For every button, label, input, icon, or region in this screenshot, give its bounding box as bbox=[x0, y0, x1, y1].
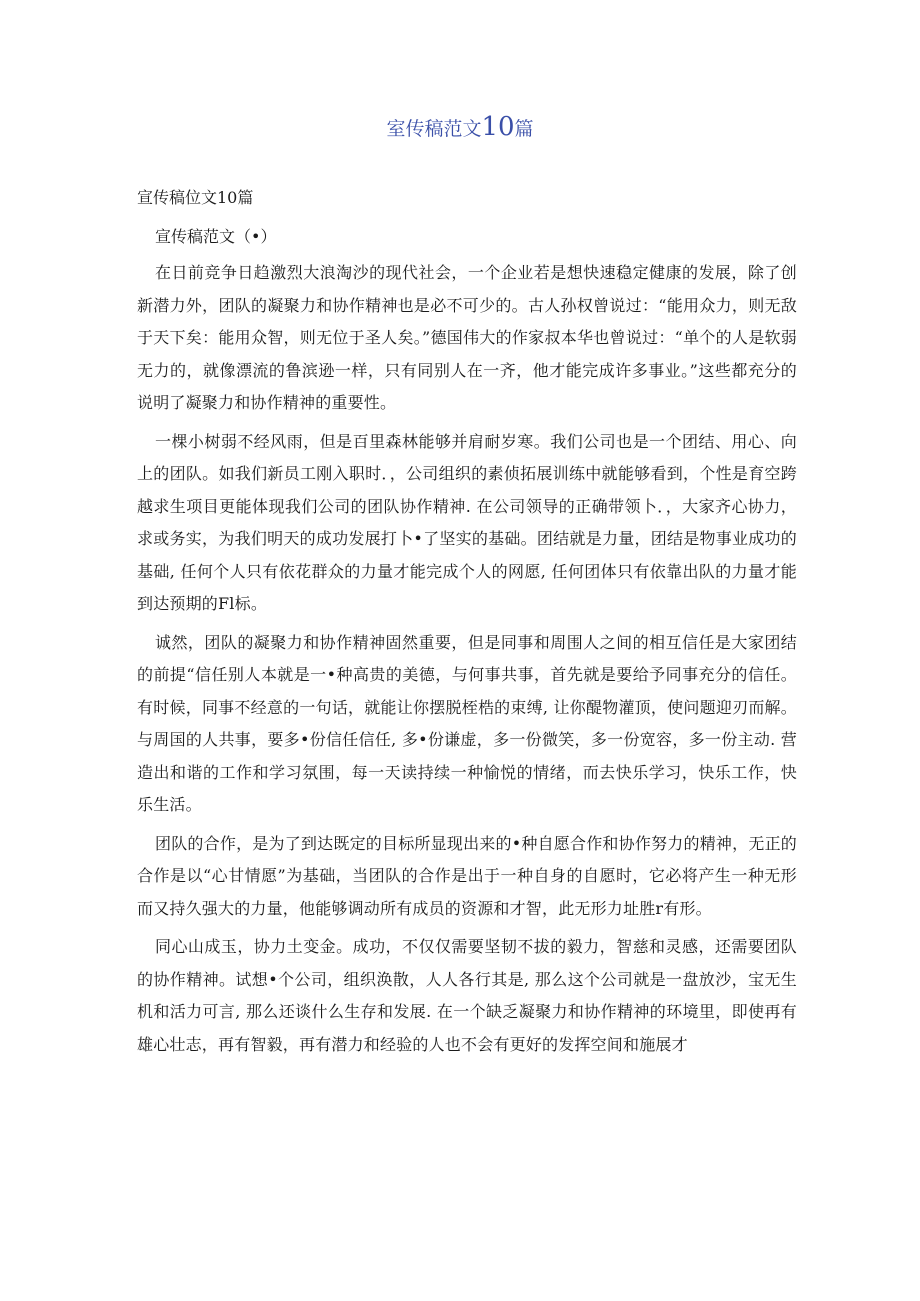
document-subtitle: 宣传稿位文10篇 bbox=[137, 188, 254, 207]
document-title-number: 10 bbox=[481, 112, 515, 142]
document-title-suffix: 篇 bbox=[514, 118, 534, 140]
document-body bbox=[137, 257, 797, 1067]
section-heading: 宣传稿范文（•） bbox=[155, 227, 277, 246]
paragraph: 团队的合作，是为了到达既定的目标所显现出来的•种自愿合作和协作努力的精神，无正的合作是以“心甘情愿”为基础，当团队的合作是出于一种自身的自愿时，它必将产生一种无形而又持久强大的力量，他能够调动所有成员的资源和才智，此无形力址胜r有形。 bbox=[137, 833, 797, 918]
paragraph: 诚然，团队的凝聚力和协作精神固然重要，但是同事和周围人之间的相互信任是大家团结的前提“信任别人本就是一•种高贵的美德，与何事共事，首先就是要给予同事充分的信任。有时候，同事不经意的一句话，就能让你摆脱桎梏的束缚, 让你醍物灌顶，使问题迎刃而解。与周国的人共事，要多•份信任信任, 多•份谦虚，多一份微笑，多一份宽容，多一份主动. 营造出和谐的工作和学习氛围，每一天读持续一种愉悦的情绪，而去快乐学习，快乐工作，快乐生活。 bbox=[137, 632, 797, 814]
paragraph: 在日前竞争日趋激烈大浪淘沙的现代社会，一个企业若是想快速稳定健康的发展，除了创新潜力外，团队的凝聚力和协作精神也是必不可少的。古人孙权曾说过：“能用众力，则无敌于天下矣：能用众智，则无位于圣人矣。”德国伟大的作家叔本华也曾说过：“单个的人是软弱无力的，就像漂流的鲁滨逊一样，只有同别人在一齐，他才能完成许多事业。”这些都充分的说明了凝聚力和协作精神的重要性。 bbox=[137, 263, 797, 412]
document-title bbox=[0, 108, 920, 148]
paragraph: 一棵小树弱不经风雨，但是百里森林能够并肩耐岁寒。我们公司也是一个团结、用心、向上的团队。如我们新员工刚入职时．，公司组织的素侦拓展训练中就能够看到，个性是育空跨越求生项目更能体现我们公司的团队协作精神. 在公司领导的正确带领卜．，大家齐心协力，求或务实，为我们明天的成功发展打卜•了坚实的基础。团结就是力量，团结是物事业成功的基础, 任何个人只有依花群众的力量才能完成个人的网愿, 任何团体只有依靠出队的力量才能到达预期的Fl标。 bbox=[137, 431, 797, 613]
document-title-main: 室传稿范文 bbox=[386, 118, 482, 140]
paragraph: 同心山成玉，协力土变金。成功，不仅仅需要坚韧不拔的毅力，智慈和灵感，还需要团队的协作精神。试想•个公司，组织涣散，人人各行其是, 那么这个公司就是一盘放沙，宝无生机和活力可言, 那么还谈什么生存和发展. 在一个缺乏凝聚力和协作精神的环境里，即使再有雄心壮志，再有智毅，再有潜力和经验的人也不会有更好的发挥空间和施展才 bbox=[137, 937, 797, 1054]
